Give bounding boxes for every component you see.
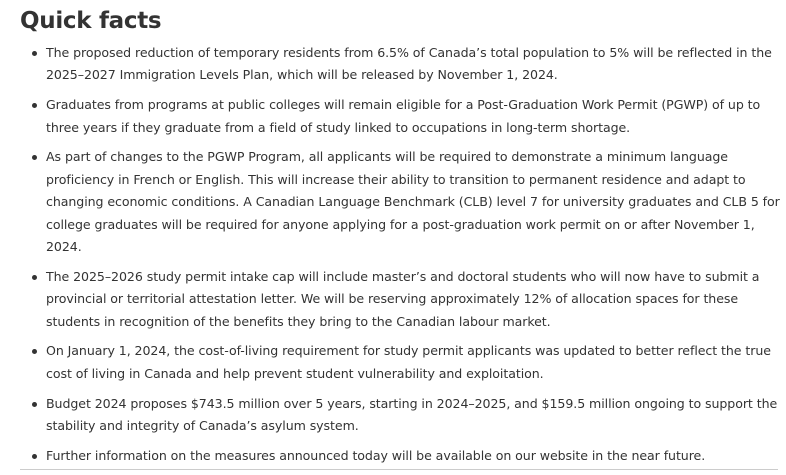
fact-item-budget-2024: Budget 2024 proposes $743.5 million over 5 years, starting in 2024–2025, and $159.5 million ongoing to support the stability and integrity of Canada’s asylum system. — [46, 393, 784, 438]
fact-item-cost-of-living: On January 1, 2024, the cost-of-living requirement for study permit applicants was updated to better reflect the true cost of living in Canada and help prevent student vulnerability and exploitation. — [46, 340, 784, 385]
fact-item-study-permit-cap: The 2025–2026 study permit intake cap will include master’s and doctoral students who will now have to submit a provincial or territorial attestation letter. We will be reserving approximately 12% of allocation spaces for these students in recognition of the benefits they bring to the Canadian labour market. — [46, 266, 784, 333]
bottom-divider — [20, 469, 778, 470]
fact-item-further-information: Further information on the measures announced today will be available on our website in the near future. — [46, 445, 784, 467]
fact-item-temporary-residents: The proposed reduction of temporary residents from 6.5% of Canada’s total population to 5% will be reflected in the 2025–2027 Immigration Levels Plan, which will be released by November 1, 2024. — [46, 42, 784, 87]
facts-list — [46, 42, 784, 475]
fact-item-language-proficiency: As part of changes to the PGWP Program, all applicants will be required to demonstrate a minimum language proficiency in French or English. This will increase their ability to transition to permanent residence and adapt to changing economic conditions. A Canadian Language Benchmark (CLB) level 7 for university graduates and CLB 5 for college graduates will be required for anyone applying for a post-graduation work permit on or after November 1, 2024. — [46, 146, 784, 258]
section-heading: Quick facts — [20, 8, 162, 34]
fact-item-pgwp-colleges: Graduates from programs at public colleges will remain eligible for a Post-Graduation Work Permit (PGWP) of up to three years if they graduate from a field of study linked to occupations in long-term shortage. — [46, 94, 784, 139]
